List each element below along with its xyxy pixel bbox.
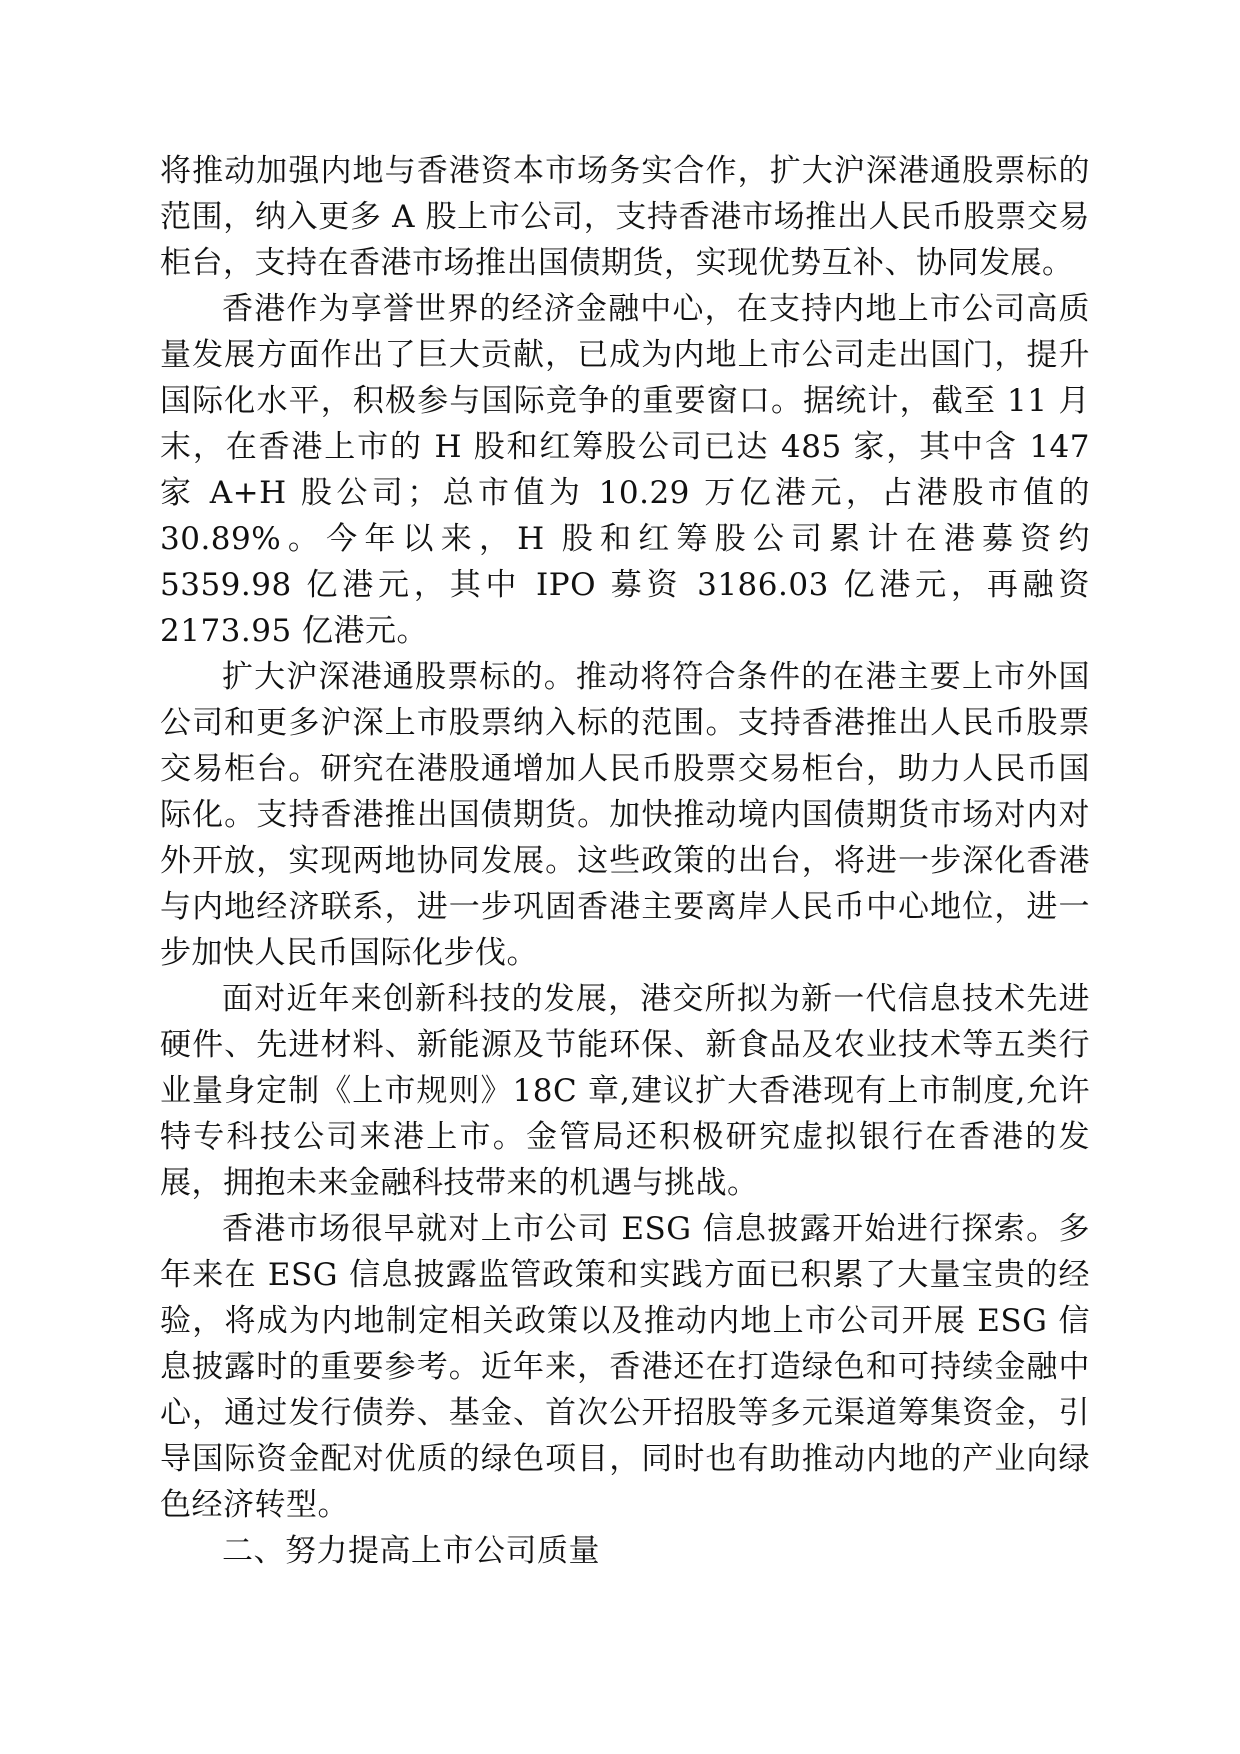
paragraph-stock-connect-expansion: 扩大沪深港通股票标的。推动将符合条件的在港主要上市外国公司和更多沪深上市股票纳入标的范围。支持香港推出人民币股票交易柜台。研究在港股通增加人民币股票交易柜台，助力人民币国际化。支持香港推出国债期货。加快推动境内国债期货市场对内对外开放，实现两地协同发展。这些政策的出台，将进一步深化香港与内地经济联系，进一步巩固香港主要离岸人民币中心地位，进一步加快人民币国际化步伐。 bbox=[160, 659, 1090, 971]
section-heading: 二、努力提高上市公司质量 bbox=[222, 1533, 600, 1569]
paragraph-innovation-technology: 面对近年来创新科技的发展，港交所拟为新一代信息技术先进硬件、先进材料、新能源及节能环保、新食品及农业技术等五类行业量身定制《上市规则》18C 章,建议扩大香港现有上市制度,允许特专科技公司来港上市。金管局还积极研究虚拟银行在香港的发展，拥抱未来金融科技带来的机遇与挑战。 bbox=[160, 981, 1090, 1201]
document-body bbox=[160, 148, 1090, 1574]
paragraph-esg-disclosure: 香港市场很早就对上市公司 ESG 信息披露开始进行探索。多年来在 ESG 信息披露监管政策和实践方面已积累了大量宝贵的经验，将成为内地制定相关政策以及推动内地上市公司开展 ESG 信息披露时的重要参考。近年来，香港还在打造绿色和可持续金融中心，通过发行债券、基金、首次公开招股等多元渠道筹集资金，引导国际资金配对优质的绿色项目，同时也有助推动内地的产业向绿色经济转型。 bbox=[160, 1211, 1090, 1523]
paragraph-hong-kong-financial-center: 香港作为享誉世界的经济金融中心，在支持内地上市公司高质量发展方面作出了巨大贡献，已成为内地上市公司走出国门，提升国际化水平，积极参与国际竞争的重要窗口。据统计，截至 11 月末，在香港上市的 H 股和红筹股公司已达 485 家，其中含 147 家 A+H 股公司；总市值为 10.29 万亿港元，占港股市值的 30.89%。今年以来，H 股和红筹股公司累计在港募资约 5359.98 亿港元，其中 IPO 募资 3186.03 亿港元，再融资 2173.95 亿港元。 bbox=[160, 291, 1090, 649]
paragraph-continuation: 将推动加强内地与香港资本市场务实合作，扩大沪深港通股票标的范围，纳入更多 A 股上市公司，支持香港市场推出人民币股票交易柜台，支持在香港市场推出国债期货，实现优势互补、协同发展。 bbox=[160, 153, 1090, 281]
